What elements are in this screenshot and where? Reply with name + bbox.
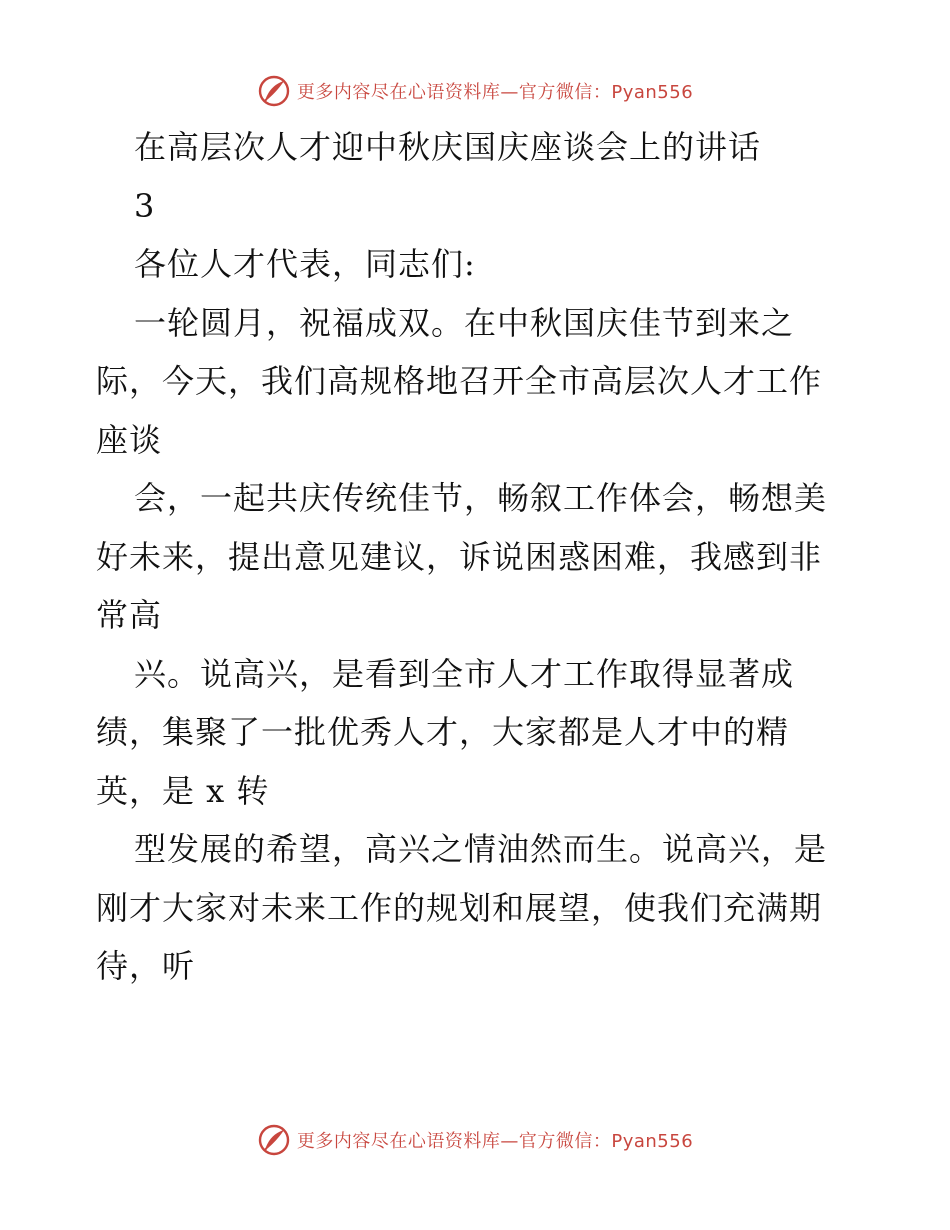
paragraph-line: 兴。说高兴，是看到全市人才工作取得显著成 <box>134 654 795 693</box>
paragraph-line: 常高 <box>96 596 163 634</box>
paragraph-line: 绩，集聚了一批优秀人才，大家都是人才中的精 <box>96 713 790 751</box>
paragraph-line: 好未来，提出意见建议，诉说困惑困难，我感到非 <box>96 537 823 576</box>
header-banner-content <box>257 74 693 108</box>
footer-banner <box>0 1120 950 1160</box>
paragraph-line: 座谈 <box>96 420 163 459</box>
paragraph-line: 英，是 x 转 <box>96 771 270 810</box>
document-title-line-2: 3 <box>134 186 156 225</box>
paragraph-line: 会，一起共庆传统佳节，畅叙工作体会，畅想美 <box>134 479 828 517</box>
footer-banner-text: 更多内容尽在心语资料库—官方微信：Pyan556 <box>296 1131 694 1152</box>
document-body <box>96 118 866 996</box>
paragraph-line: 际，今天，我们高规格地召开全市高层次人才工作 <box>96 362 823 400</box>
paragraph-line: 刚才大家对未来工作的规划和展望，使我们充满期 <box>96 888 823 927</box>
red-quill-logo-icon <box>257 74 291 108</box>
header-banner <box>0 71 950 111</box>
document-title-line-1: 在高层次人才迎中秋庆国庆座谈会上的讲话 <box>134 128 762 166</box>
footer-banner-content <box>257 1123 693 1157</box>
paragraph-line: 一轮圆月，祝福成双。在中秋国庆佳节到来之 <box>134 303 795 342</box>
red-quill-logo-icon <box>257 1123 291 1157</box>
paragraph-line: 待，听 <box>96 947 196 985</box>
paragraph-line: 型发展的希望，高兴之情油然而生。说高兴，是 <box>134 830 828 868</box>
salutation: 各位人才代表，同志们: <box>134 245 476 283</box>
header-banner-text: 更多内容尽在心语资料库—官方微信：Pyan556 <box>296 82 694 103</box>
